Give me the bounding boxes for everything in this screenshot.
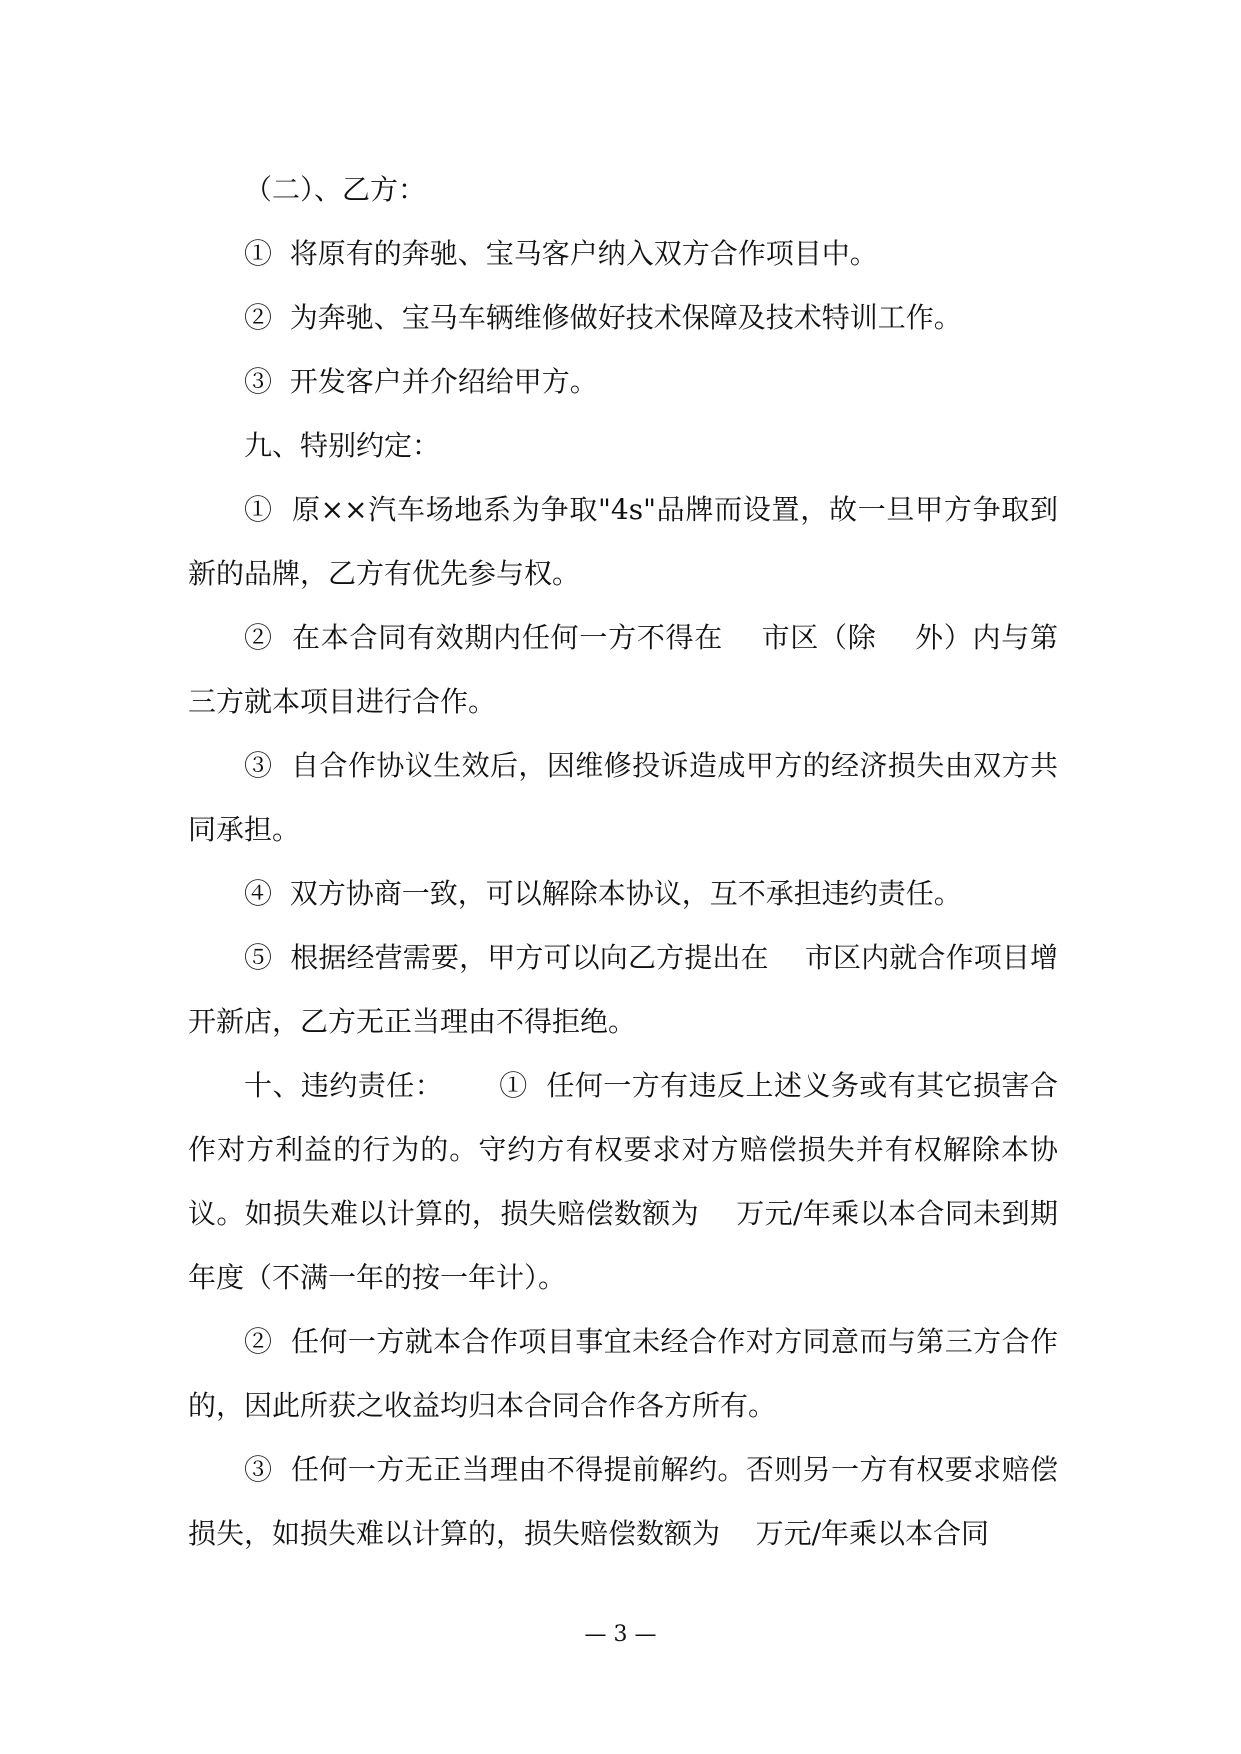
special-term-5: ⑤ 根据经营需要，甲方可以向乙方提出在 市区内就合作项目增开新店，乙方无正当理由不得拒绝。 — [188, 941, 1058, 1038]
special-term-4: ④ 双方协商一致，可以解除本协议，互不承担违约责任。 — [244, 877, 962, 910]
party-b-item-1: ① 将原有的奔驰、宝马客户纳入双方合作项目中。 — [244, 237, 878, 270]
breach-liability-item-2: ② 任何一方就本合作项目事宜未经合作对方同意而与第三方合作的，因此所获之收益均归本合同合作各方所有。 — [188, 1325, 1058, 1422]
document-body — [188, 158, 1058, 1566]
breach-liability-item-3: ③ 任何一方无正当理由不得提前解约。否则另一方有权要求赔偿损失，如损失难以计算的，损失赔偿数额为 万元/年乘以本合同 — [188, 1453, 1058, 1550]
special-term-1: ① 原××汽车场地系为争取"4s"品牌而设置，故一旦甲方争取到新的品牌，乙方有优先参与权。 — [188, 493, 1058, 590]
party-b-item-3: ③ 开发客户并介绍给甲方。 — [244, 365, 598, 398]
special-term-2: ② 在本合同有效期内任何一方不得在 市区（除 外）内与第三方就本项目进行合作。 — [188, 621, 1058, 718]
page-number: — 3 — — [584, 1622, 657, 1647]
party-b-item-2: ② 为奔驰、宝马车辆维修做好技术保障及技术特训工作。 — [244, 301, 962, 334]
section-heading-special-terms: 九、特别约定： — [244, 429, 441, 462]
section-heading-party-b: （二）、乙方： — [244, 173, 427, 206]
special-term-3: ③ 自合作协议生效后，因维修投诉造成甲方的经济损失由双方共同承担。 — [188, 749, 1058, 846]
breach-liability-item-1: 十、违约责任： ① 任何一方有违反上述义务或有其它损害合作对方利益的行为的。守约方有权要求对方赔偿损失并有权解除本协议。如损失难以计算的，损失赔偿数额为 万元/年乘以本合同未到期年度（不满一年的按一年计）。 — [188, 1069, 1058, 1294]
